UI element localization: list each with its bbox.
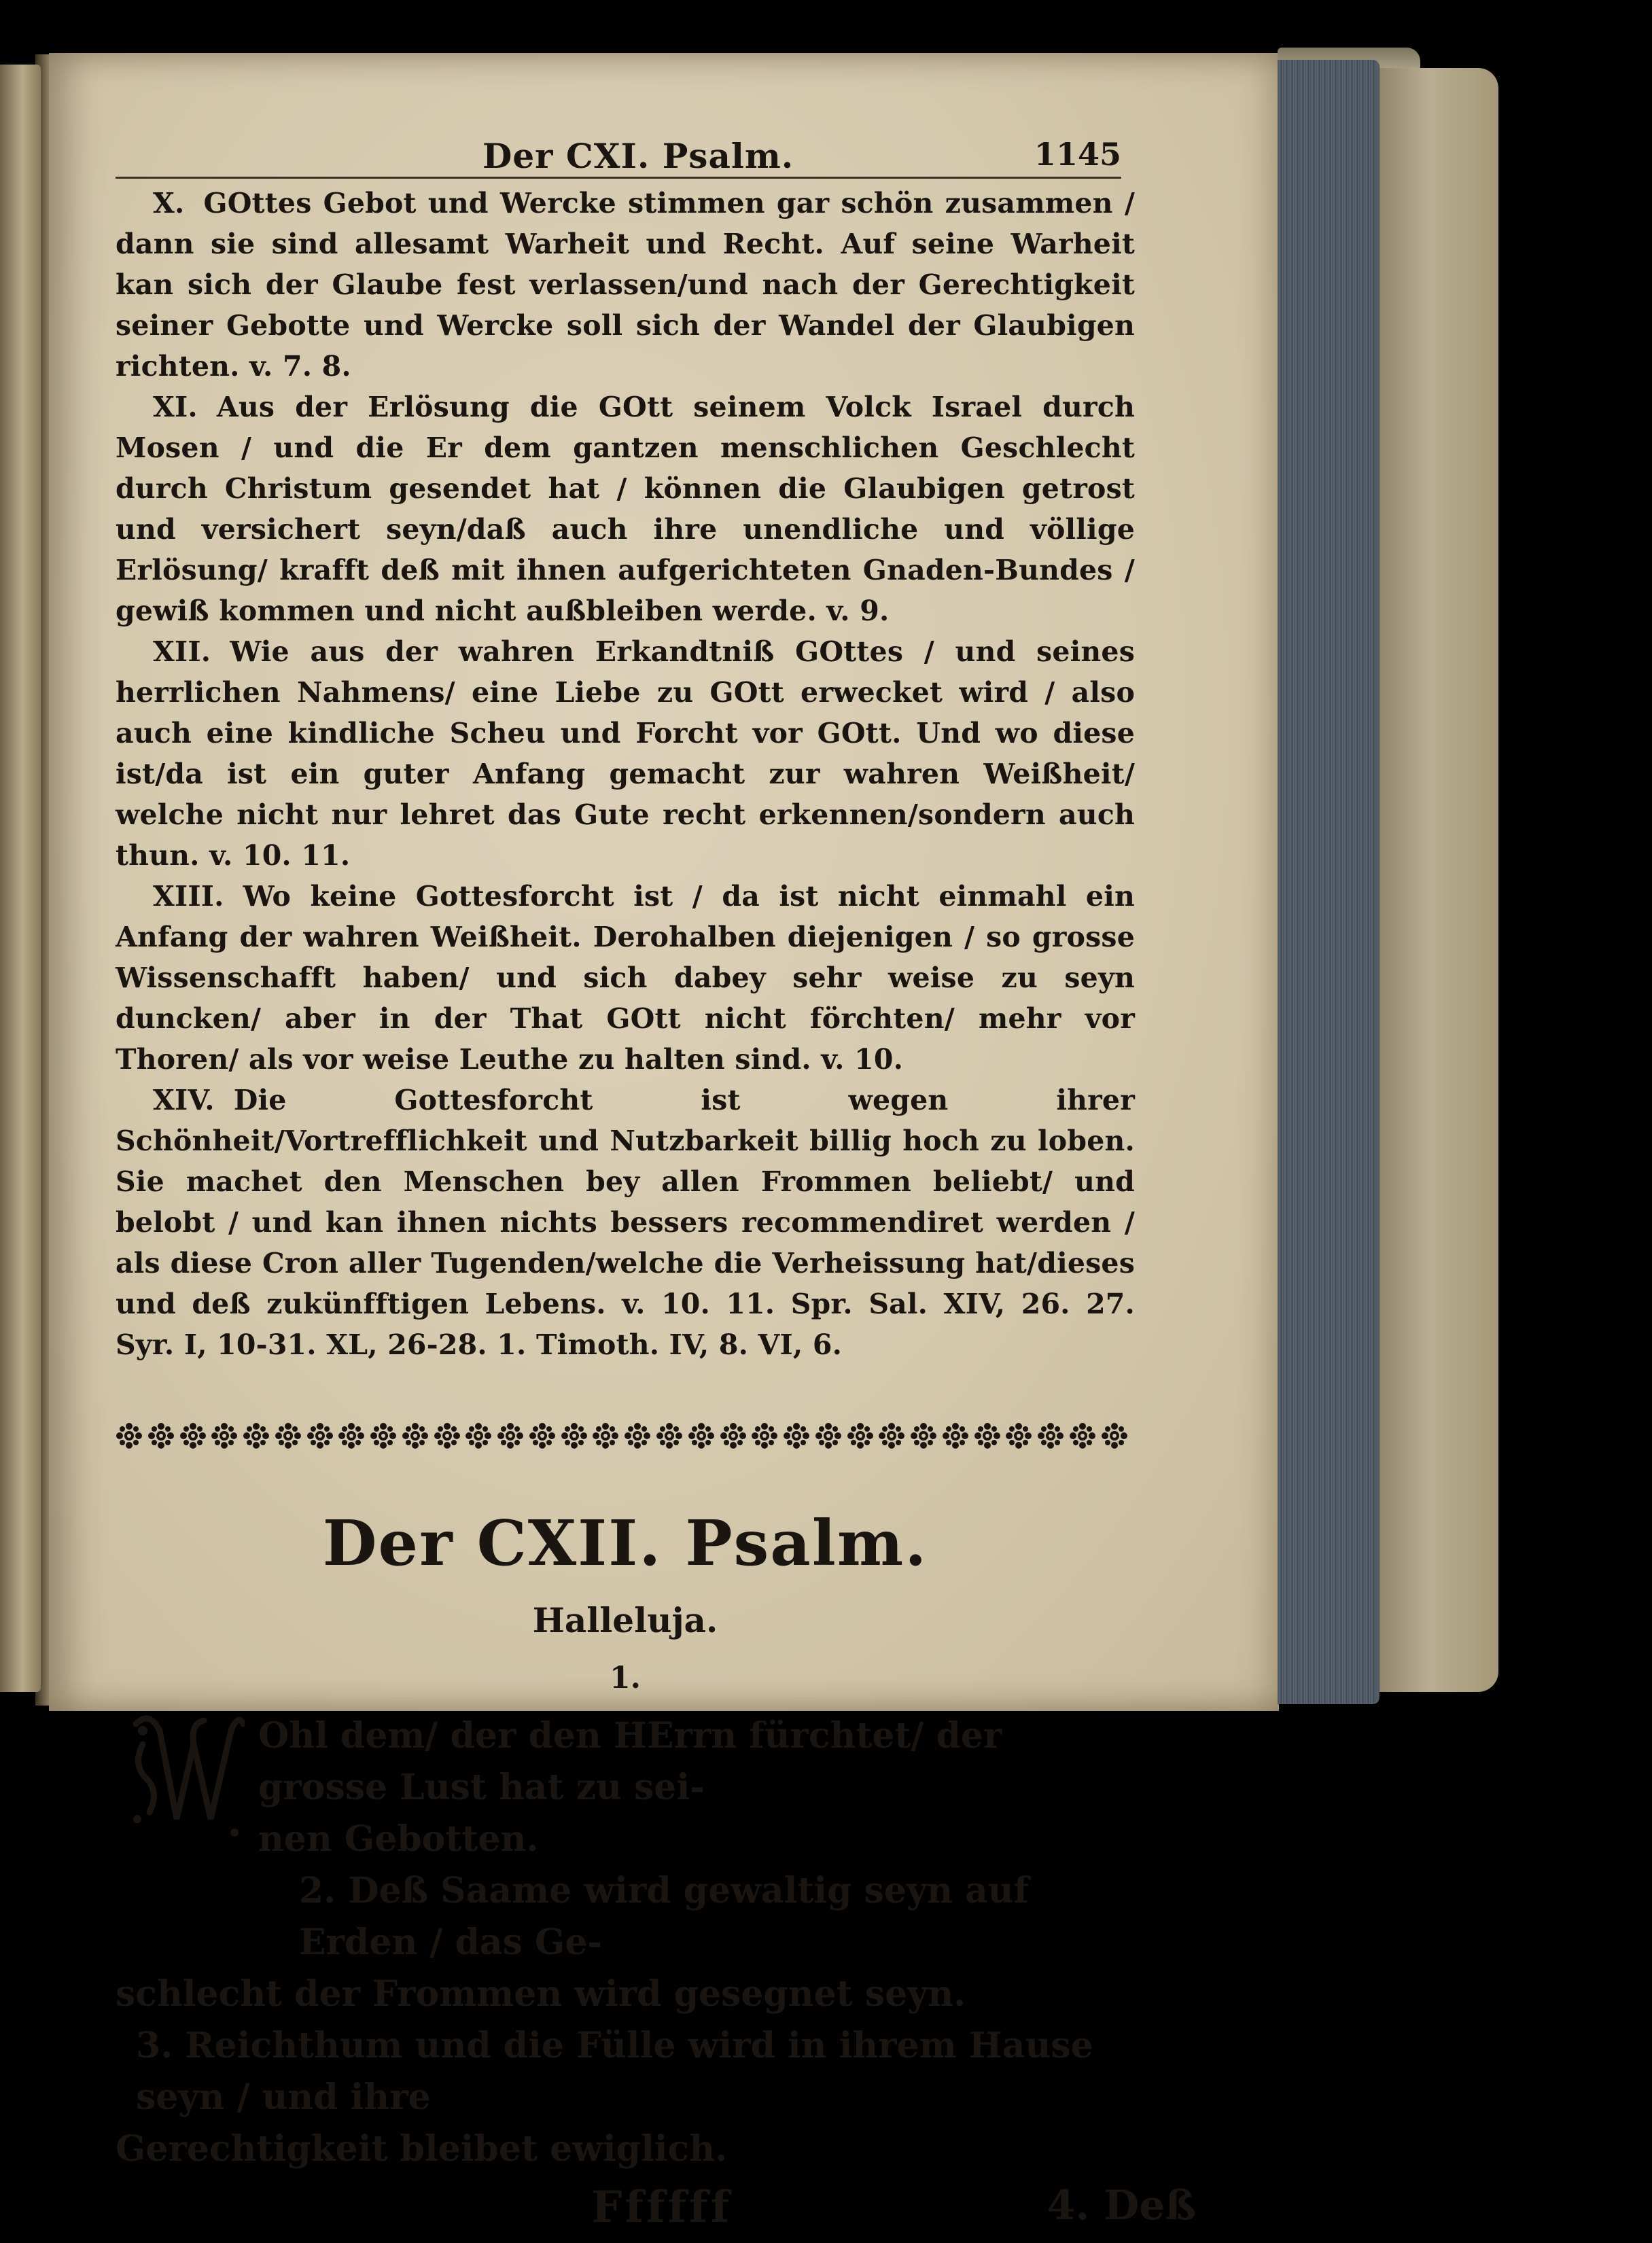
ornament-rosette-icon <box>497 1422 524 1449</box>
ornament-rosette-icon <box>688 1422 715 1449</box>
paragraph-text: Aus der Erlösung die GOtt seinem Volck Israel durch Mosen / und die Er dem gantzen menschlichen Geschlecht durch Christum gesendet hat / können die Glaubigen getrost und versichert seyn/daß auch ihre unendliche und völlige Erlösung/ krafft deß mit ihnen aufgerichteten Gnaden-Bundes / gewiß kommen und nicht außbleiben werde. v. 9. <box>116 391 1135 627</box>
paragraph-text: Die Gottesforcht ist wegen ihrer Schönheit/Vortrefflichkeit und Nutzbarkeit billig hoch zu loben. Sie machet den Menschen bey allen Frommen beliebt/ und belobt / und kan ihnen nichts bessers recommendiret werden / als diese Cron aller Tugenden/welche die Verheissung hat/dieses und deß zukünfftigen Lebens. v. 10. 11. Spr. Sal. XIV, 26. 27. Syr. I, 10-31. XL, 26-28. 1. Timoth. IV, 8. VI, 6. <box>116 1084 1135 1361</box>
ornament-rosette-icon <box>306 1422 334 1449</box>
verse-1-line-2: nen Gebotten. <box>258 1818 539 1860</box>
ornament-rosette-icon <box>783 1422 810 1449</box>
verse-marker: 1. <box>610 1661 641 1695</box>
running-header <box>116 129 1121 179</box>
ornament-rosette-icon <box>434 1422 461 1449</box>
left-page-edge <box>0 65 41 1692</box>
paragraph-numeral: XIII. <box>153 880 224 913</box>
paragraph-numeral: XI. <box>153 391 198 423</box>
ornament-border <box>116 1419 1128 1452</box>
verse-3-line-1: 3. Reichthum und die Fülle wird in ihrem Hause seyn / und ihre <box>136 2025 1093 2118</box>
catchword: 4. Deß <box>1047 2182 1196 2229</box>
signature-mark: Ffffff <box>591 2182 733 2233</box>
ornament-rosette-icon <box>910 1422 937 1449</box>
paragraph-numeral: XIV. <box>153 1084 215 1116</box>
ornament-rosette-icon <box>878 1422 905 1449</box>
ornament-rosette-icon <box>1069 1422 1096 1449</box>
paragraph-numeral: X. <box>153 187 185 219</box>
page-number: 1145 <box>1034 136 1121 173</box>
ornament-rosette-icon <box>561 1422 588 1449</box>
ornament-rosette-icon <box>847 1422 874 1449</box>
commentary-paragraph <box>116 1080 1135 1365</box>
page-footer <box>116 2182 1196 2243</box>
ornament-rosette-icon <box>974 1422 1001 1449</box>
commentary-paragraph <box>116 183 1135 387</box>
commentary-paragraph <box>116 631 1135 876</box>
ornament-rosette-icon <box>1005 1422 1032 1449</box>
ornament-rosette-icon <box>529 1422 556 1449</box>
paragraph-text: Wo keine Gottesforcht ist / da ist nicht einmahl ein Anfang der wahren Weißheit. Derohalben diejenigen / so grosse Wissenschafft haben/ und sich dabey sehr weise zu seyn duncken/ aber in der That GOtt nicht förchten/ mehr vor Thoren/ als vor weise Leuthe zu halten sind. v. 10. <box>116 880 1135 1076</box>
ornament-rosette-icon <box>402 1422 429 1449</box>
ornament-rosette-icon <box>1101 1422 1128 1449</box>
running-title: Der CXI. Psalm. <box>482 136 794 176</box>
ornament-rosette-icon <box>338 1422 365 1449</box>
ornament-rosette-icon <box>624 1422 651 1449</box>
commentary-paragraph <box>116 387 1135 631</box>
ornament-rosette-icon <box>370 1422 397 1449</box>
ornament-rosette-icon <box>815 1422 842 1449</box>
ornament-rosette-icon <box>720 1422 747 1449</box>
ornament-rosette-icon <box>942 1422 969 1449</box>
verse-3-line-2: Gerechtigkeit bleibet ewiglich. <box>116 2128 728 2170</box>
verse-1-line-1: Ohl dem/ der den HErrn fürchtet/ der grosse Lust hat zu sei- <box>258 1715 1002 1808</box>
ornament-rosette-icon <box>275 1422 302 1449</box>
ornament-rosette-icon <box>751 1422 778 1449</box>
ornament-rosette-icon <box>465 1422 492 1449</box>
psalm-verses <box>116 1710 1135 2175</box>
page-edges <box>1278 60 1379 1704</box>
ornament-rosette-icon <box>116 1422 143 1449</box>
paragraph-text: GOttes Gebot und Wercke stimmen gar schön zusammen / dann sie sind allesamt Warheit und Recht. Auf seine Warheit kan sich der Glaube fest verlassen/und nach der Gerechtigkeit seiner Gebotte und Wercke soll sich der Wandel der Glaubigen richten. v. 7. 8. <box>116 187 1135 383</box>
ornament-rosette-icon <box>147 1422 175 1449</box>
ornament-rosette-icon <box>1037 1422 1064 1449</box>
ornament-rosette-icon <box>592 1422 619 1449</box>
dropcap-w-initial <box>129 1703 245 1839</box>
verse-2-line-1: 2. Deß Saame wird gewaltig seyn auf Erden / das Ge- <box>299 1870 1029 1963</box>
ornament-rosette-icon <box>179 1422 207 1449</box>
paragraph-numeral: XII. <box>153 635 211 668</box>
verse-2-line-2: schlecht der Frommen wird gesegnet seyn. <box>116 1973 966 2015</box>
book-cover <box>1373 68 1498 1692</box>
page-content <box>116 129 1196 2243</box>
ornament-rosette-icon <box>211 1422 238 1449</box>
commentary-paragraph <box>116 876 1135 1080</box>
psalm-title: Der CXII. Psalm. <box>322 1506 928 1580</box>
ornament-rosette-icon <box>243 1422 270 1449</box>
paragraph-text: Wie aus der wahren Erkandtniß GOttes / und seines herrlichen Nahmens/ eine Liebe zu GOtt erwecket wird / also auch eine kindliche Scheu und Forcht vor GOtt. Und wo diese ist/da ist ein guter Anfang gemacht zur wahren Weißheit/ welche nicht nur lehret das Gute recht erkennen/sondern auch thun. v. 10. 11. <box>116 635 1135 872</box>
psalm-subtitle: Halleluja. <box>532 1600 718 1640</box>
ornament-rosette-icon <box>656 1422 683 1449</box>
